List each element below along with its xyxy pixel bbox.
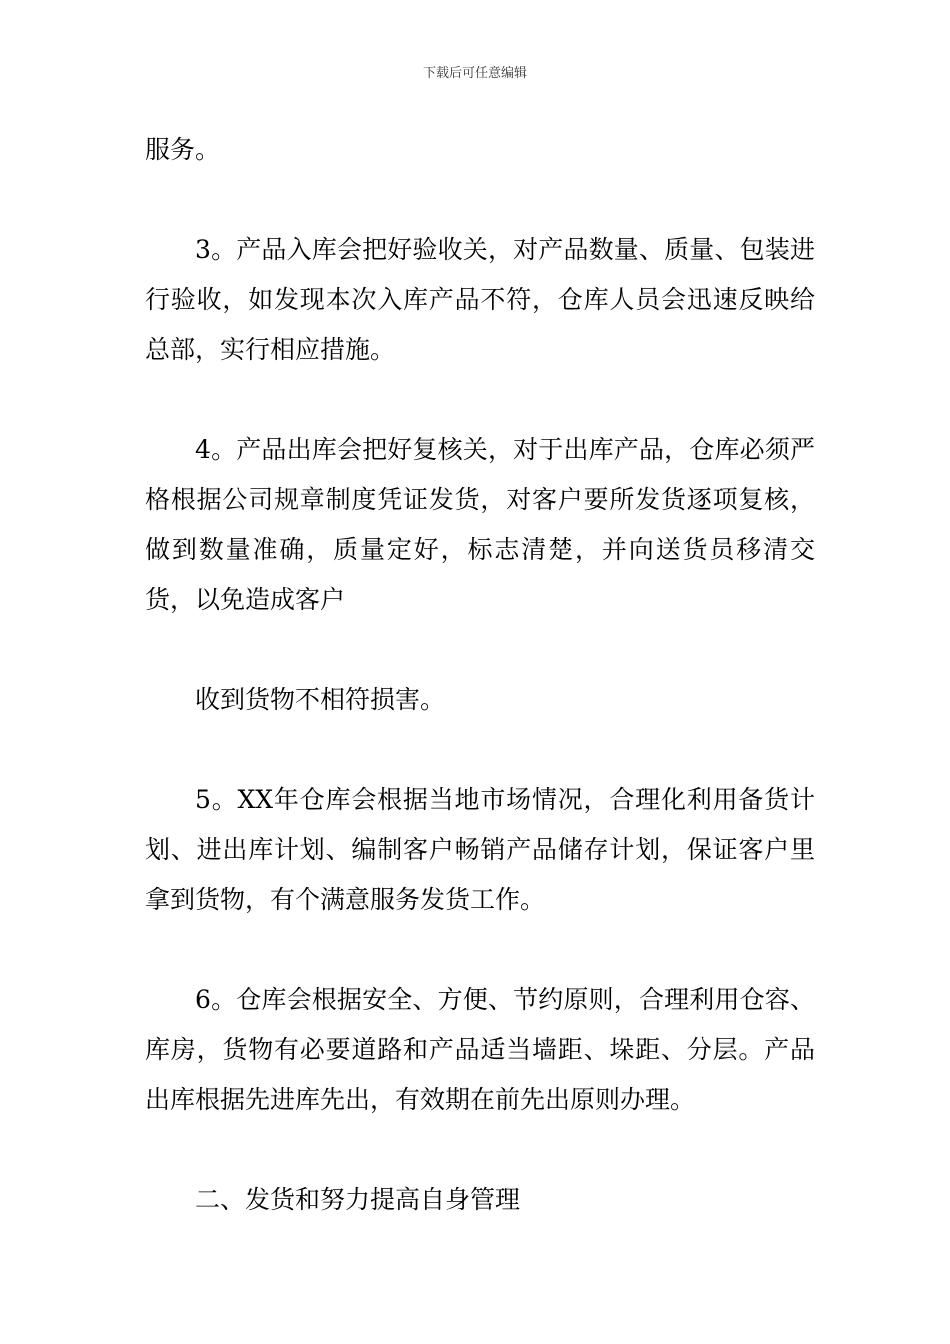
paragraph-item-4: 4。产品出库会把好复核关，对于出库产品，仓库必须严格根据公司规章制度凭证发货，对客户要所发货逐项复核，做到数量准确，质量定好，标志清楚，并向送货员移清交货，以免造成客户 — [145, 435, 815, 614]
section-heading: 二、发货和努力提高自身管理 — [195, 1185, 521, 1214]
paragraph-item-6: 6。仓库会根据安全、方便、节约原则，合理利用仓容、库房，货物有必要道路和产品适当墙距、垛距、分层。产品出库根据先进库先出，有效期在前先出原则办理。 — [145, 985, 815, 1114]
document-body — [145, 125, 815, 1225]
paragraph-item-3: 3。产品入库会把好验收关，对产品数量、质量、包装进行验收，如发现本次入库产品不符，仓库人员会迅速反映给总部，实行相应措施。 — [145, 235, 815, 364]
paragraph-item-4-continued: 收到货物不相符损害。 — [195, 685, 446, 714]
paragraph-continuation: 服务。 — [145, 135, 221, 164]
paragraph-item-5: 5。XX年仓库会根据当地市场情况，合理化利用备货计划、进出库计划、编制客户畅销产品储存计划，保证客户里拿到货物，有个满意服务发货工作。 — [145, 785, 815, 914]
page-header: 下载后可任意编辑 — [422, 66, 527, 81]
